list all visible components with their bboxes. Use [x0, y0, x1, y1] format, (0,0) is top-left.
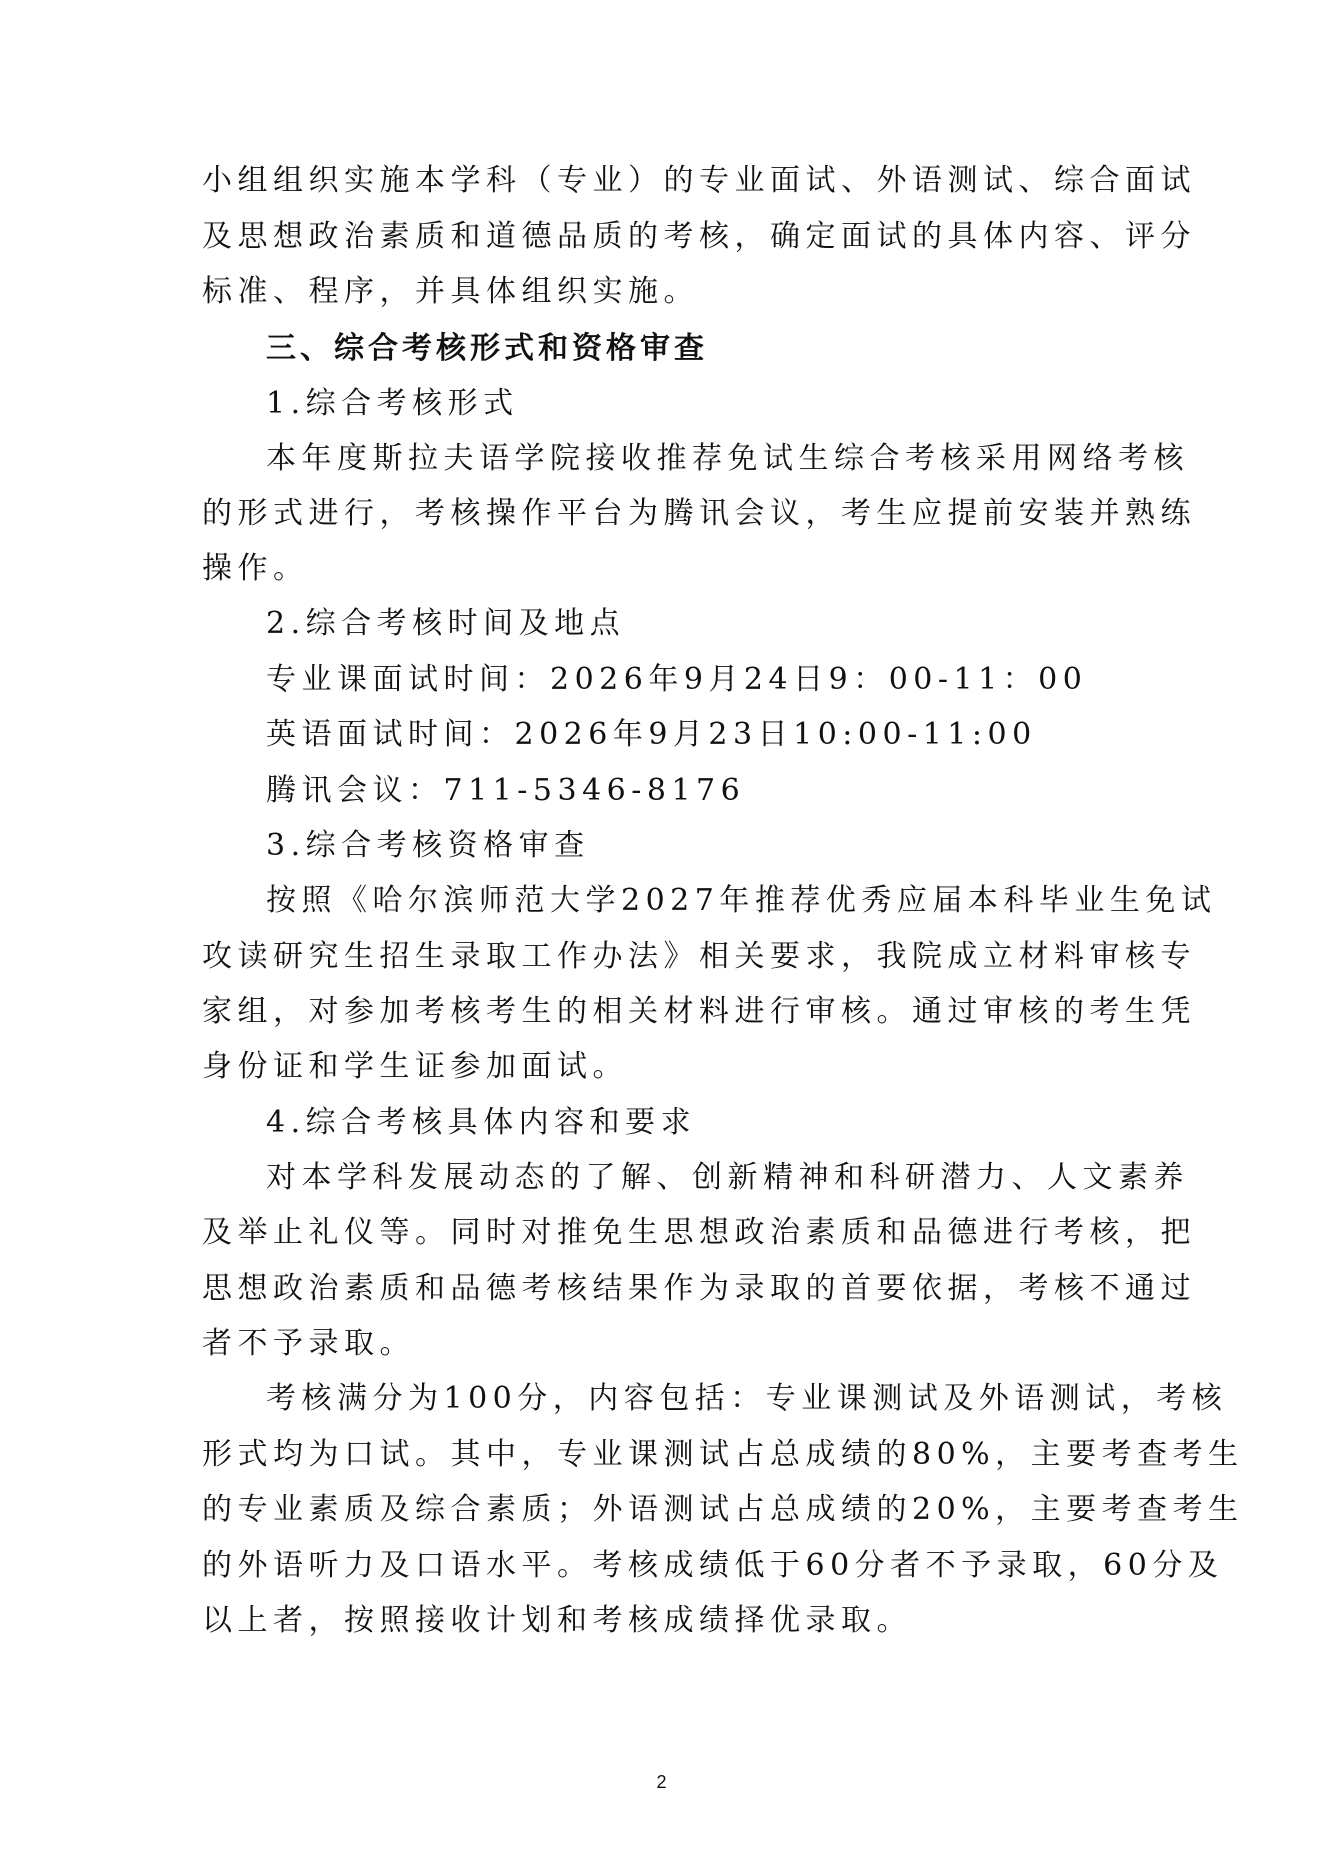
body-text-line: 及思想政治素质和道德品质的考核，确定面试的具体内容、评分 — [202, 219, 1196, 254]
body-text-line: 的外语听力及口语水平。考核成绩低于60分者不予录取，60分及 — [202, 1548, 1224, 1583]
schedule-line: 专业课面试时间：2026年9月24日9：00-11：00 — [266, 662, 1088, 697]
body-text-line: 以上者，按照接收计划和考核成绩择优录取。 — [202, 1603, 912, 1638]
body-text-line: 攻读研究生招生录取工作办法》相关要求，我院成立材料审核专 — [202, 939, 1196, 974]
body-text-line: 本年度斯拉夫语学院接收推荐免试生综合考核采用网络考核 — [266, 441, 1189, 476]
body-text-line: 按照《哈尔滨师范大学2027年推荐优秀应届本科毕业生免试 — [266, 883, 1217, 918]
body-text-line: 身份证和学生证参加面试。 — [202, 1049, 628, 1084]
body-text-line: 者不予录取。 — [202, 1326, 415, 1361]
body-text-line: 操作。 — [202, 551, 309, 586]
body-text-line: 的形式进行，考核操作平台为腾讯会议，考生应提前安装并熟练 — [202, 496, 1196, 531]
subsection-heading: 4.综合考核具体内容和要求 — [266, 1105, 697, 1140]
subsection-heading: 1.综合考核形式 — [266, 386, 519, 421]
body-text-line: 及举止礼仪等。同时对推免生思想政治素质和品德进行考核，把 — [202, 1215, 1196, 1250]
schedule-line: 英语面试时间：2026年9月23日10:00-11:00 — [266, 717, 1037, 752]
meeting-id-line: 腾讯会议：711-5346-8176 — [266, 773, 746, 808]
page-number: 2 — [656, 1772, 667, 1792]
section-heading: 三、综合考核形式和资格审查 — [266, 331, 708, 366]
body-text-line: 的专业素质及综合素质；外语测试占总成绩的20%，主要考查考生 — [202, 1492, 1244, 1527]
subsection-heading: 3.综合考核资格审查 — [266, 828, 590, 863]
body-text-line: 家组，对参加考核考生的相关材料进行审核。通过审核的考生凭 — [202, 994, 1196, 1029]
body-text-line: 考核满分为100分，内容包括：专业课测试及外语测试，考核 — [266, 1381, 1228, 1416]
body-text-line: 标准、程序，并具体组织实施。 — [202, 274, 699, 309]
body-text-line: 思想政治素质和品德考核结果作为录取的首要依据，考核不通过 — [202, 1271, 1196, 1306]
body-text-line: 形式均为口试。其中，专业课测试占总成绩的80%，主要考查考生 — [202, 1437, 1244, 1472]
body-text-line: 小组组织实施本学科（专业）的专业面试、外语测试、综合面试 — [202, 163, 1196, 198]
subsection-heading: 2.综合考核时间及地点 — [266, 606, 626, 641]
body-text-line: 对本学科发展动态的了解、创新精神和科研潜力、人文素养 — [266, 1160, 1189, 1195]
